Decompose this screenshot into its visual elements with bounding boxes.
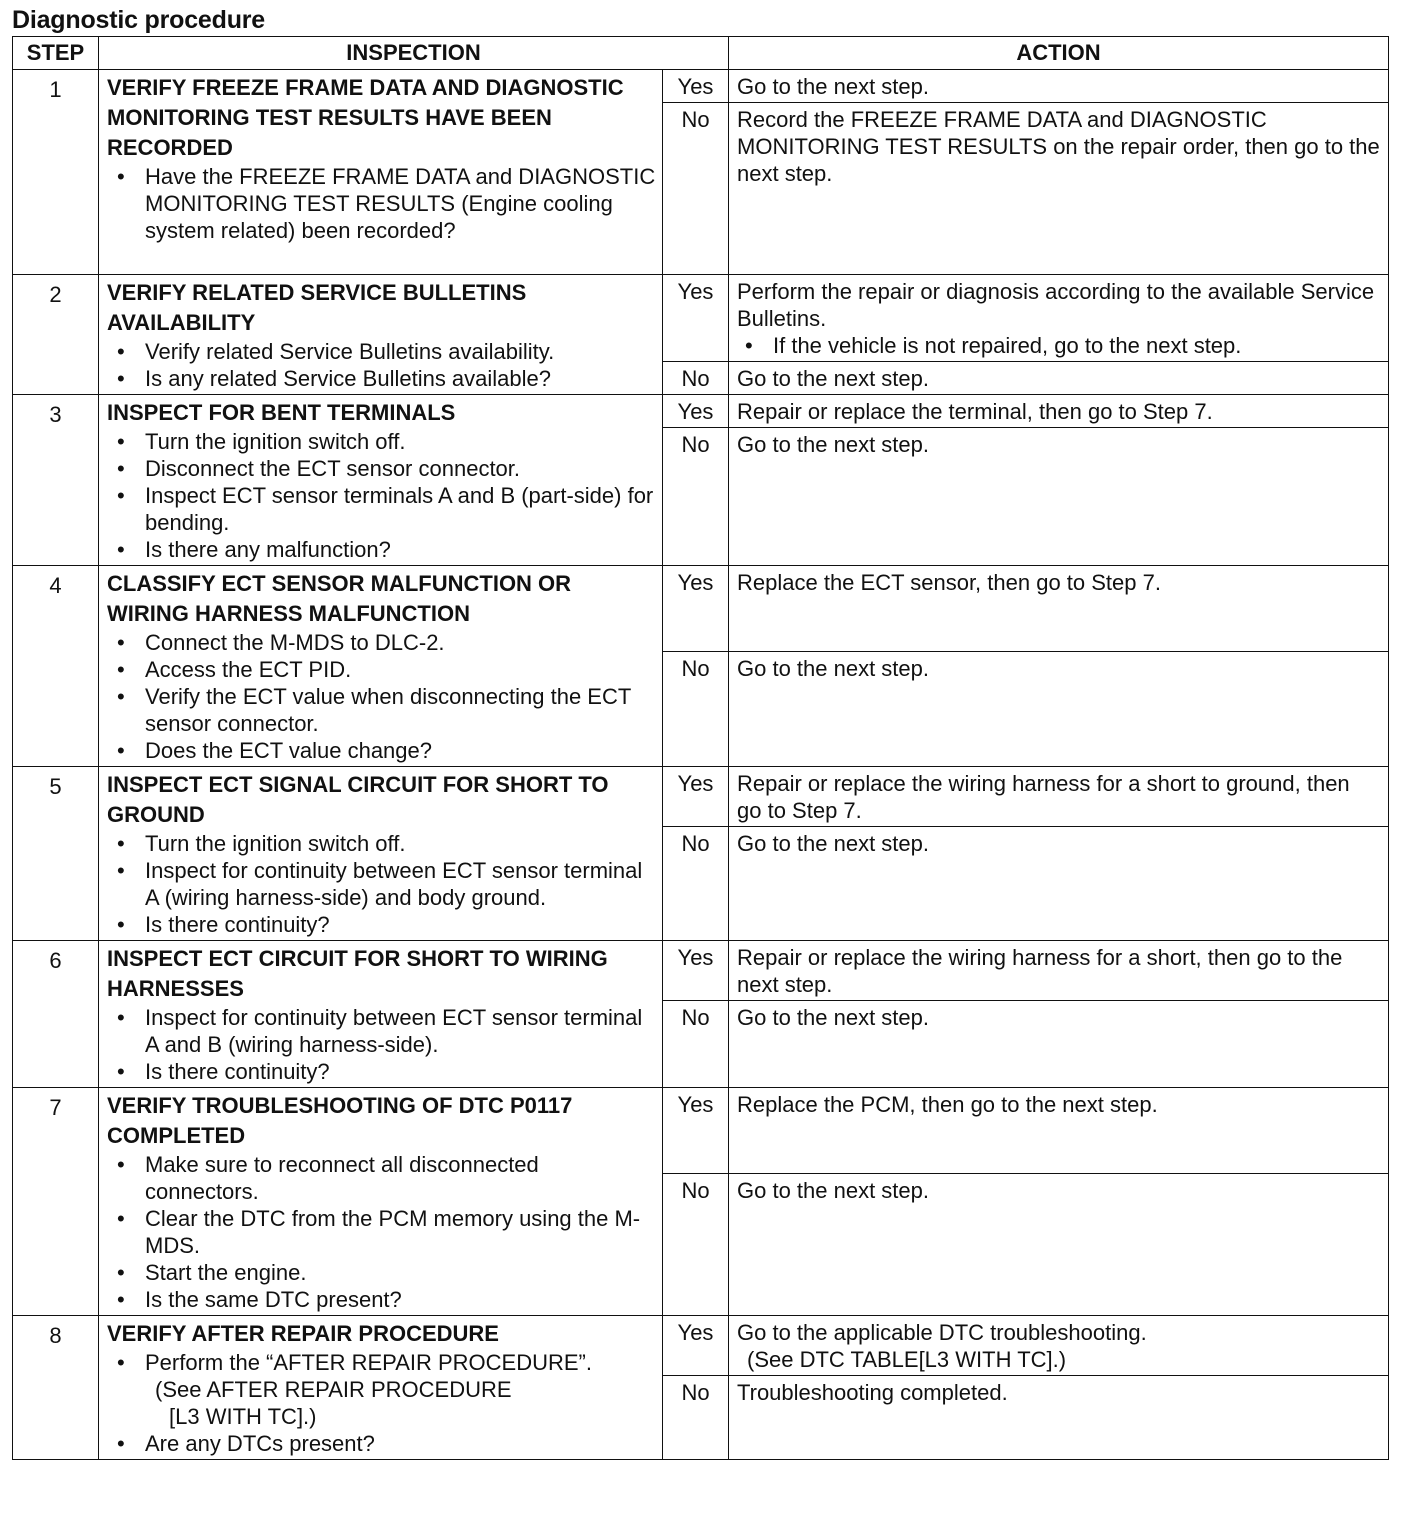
yes-action: Go to the next step. [729,70,1389,103]
no-label: No [663,362,729,395]
step-5-yes-row [13,767,1389,827]
step-heading: INSPECT ECT CIRCUIT FOR SHORT TO WIRING HARNESSES [107,946,608,1001]
inspection-bullet: • Perform the “AFTER REPAIR PROCEDURE”. [107,1349,656,1376]
header-step: STEP [13,37,99,70]
inspection-bullet: • Access the ECT PID. [107,656,656,683]
inspection-bullet: • Verify the ECT value when disconnecting the ECT sensor connector. [107,683,656,737]
no-label: No [663,1376,729,1460]
no-action: Go to the next step. [729,428,1389,566]
page-title: Diagnostic procedure [12,6,265,34]
inspection-bullet: • Disconnect the ECT sensor connector. [107,455,656,482]
step-6-yes-row [13,941,1389,1001]
inspection-bullet: • Turn the ignition switch off. [107,428,656,455]
step-2-yes-row [13,275,1389,362]
inspection-bullet: • Is there continuity? [107,1058,656,1085]
step-number: 2 [13,275,99,395]
yes-action: Repair or replace the terminal, then go to Step 7. [729,395,1389,428]
yes-action: Repair or replace the wiring harness for a short to ground, then go to Step 7. [729,767,1389,827]
yes-action: Replace the PCM, then go to the next step. [729,1088,1389,1174]
step-number: 5 [13,767,99,941]
step-7-yes-row [13,1088,1389,1174]
step-number: 1 [13,70,99,275]
step-inspection [99,395,663,566]
header-action: ACTION [729,37,1389,70]
step-1-yes-row [13,70,1389,103]
step-heading: VERIFY FREEZE FRAME DATA AND DIAGNOSTIC MONITORING TEST RESULTS HAVE BEEN RECORDED [107,75,624,160]
yes-label: Yes [663,395,729,428]
reference-line: [L3 WITH TC].) [169,1404,317,1429]
step-heading: INSPECT ECT SIGNAL CIRCUIT FOR SHORT TO GROUND [107,772,609,827]
inspection-bullet: • Inspect for continuity between ECT sensor terminal A (wiring harness-side) and body ground. [107,857,656,911]
yes-action-text: Go to the applicable DTC troubleshooting. [737,1320,1147,1345]
reference-line: (See AFTER REPAIR PROCEDURE [155,1377,512,1402]
step-heading: VERIFY RELATED SERVICE BULLETINS AVAILABILITY [107,280,527,335]
header-row [13,37,1389,70]
inspection-bullet: • Make sure to reconnect all disconnected connectors. [107,1151,656,1205]
yes-label: Yes [663,1316,729,1376]
yes-action [729,275,1389,362]
yes-action-text: Perform the repair or diagnosis according to the available Service Bulletins. [737,279,1375,331]
step-number: 3 [13,395,99,566]
step-heading: CLASSIFY ECT SENSOR MALFUNCTION OR WIRING HARNESS MALFUNCTION [107,571,572,626]
inspection-bullet: • Clear the DTC from the PCM memory using the M-MDS. [107,1205,656,1259]
step-4-yes-row [13,566,1389,652]
step-number: 7 [13,1088,99,1316]
inspection-bullet: • Verify related Service Bulletins availability. [107,338,656,365]
no-action: Go to the next step. [729,1001,1389,1088]
step-inspection [99,767,663,941]
no-label: No [663,652,729,767]
inspection-bullet: • Are any DTCs present? [107,1430,656,1457]
no-label: No [663,1001,729,1088]
yes-label: Yes [663,1088,729,1174]
no-action: Go to the next step. [729,362,1389,395]
diagnostic-procedure-table [12,36,1389,1460]
no-action: Record the FREEZE FRAME DATA and DIAGNOSTIC MONITORING TEST RESULTS on the repair order, then go to the next step. [729,103,1389,275]
step-number: 4 [13,566,99,767]
yes-label: Yes [663,941,729,1001]
yes-label: Yes [663,70,729,103]
inspection-bullet: • Is any related Service Bulletins available? [107,365,656,392]
inspection-bullet: • Does the ECT value change? [107,737,656,764]
yes-label: Yes [663,566,729,652]
inspection-bullet: • Turn the ignition switch off. [107,830,656,857]
no-label: No [663,1174,729,1316]
yes-action: Repair or replace the wiring harness for a short, then go to the next step. [729,941,1389,1001]
inspection-bullet: • Inspect ECT sensor terminals A and B (part-side) for bending. [107,482,656,536]
step-3-yes-row [13,395,1389,428]
yes-label: Yes [663,275,729,362]
step-inspection [99,275,663,395]
no-action: Troubleshooting completed. [729,1376,1389,1460]
no-action: Go to the next step. [729,1174,1389,1316]
step-heading: VERIFY AFTER REPAIR PROCEDURE [107,1321,499,1346]
step-inspection [99,1316,663,1460]
step-heading: INSPECT FOR BENT TERMINALS [107,400,456,425]
inspection-bullet: • Is the same DTC present? [107,1286,656,1313]
no-label: No [663,103,729,275]
header-inspection: INSPECTION [99,37,729,70]
inspection-bullet: • Inspect for continuity between ECT sensor terminal A and B (wiring harness-side). [107,1004,656,1058]
action-bullet: • If the vehicle is not repaired, go to the next step. [735,332,1380,359]
step-8-yes-row [13,1316,1389,1376]
step-inspection [99,941,663,1088]
yes-action: Replace the ECT sensor, then go to Step 7. [729,566,1389,652]
yes-action [729,1316,1389,1376]
step-heading: VERIFY TROUBLESHOOTING OF DTC P0117 COMPLETED [107,1093,573,1148]
inspection-bullet: • Start the engine. [107,1259,656,1286]
step-number: 6 [13,941,99,1088]
no-action: Go to the next step. [729,652,1389,767]
inspection-bullet: • Connect the M-MDS to DLC-2. [107,629,656,656]
no-action: Go to the next step. [729,827,1389,941]
inspection-bullet: • Have the FREEZE FRAME DATA and DIAGNOSTIC MONITORING TEST RESULTS (Engine cooling system related) been recorded? [107,163,656,244]
step-number: 8 [13,1316,99,1460]
inspection-bullet: • Is there any malfunction? [107,536,656,563]
dtc-table-reference: (See DTC TABLE[L3 WITH TC].) [747,1347,1067,1372]
yes-label: Yes [663,767,729,827]
step-inspection [99,70,663,275]
step-inspection [99,566,663,767]
step-inspection [99,1088,663,1316]
inspection-bullet: • Is there continuity? [107,911,656,938]
no-label: No [663,428,729,566]
no-label: No [663,827,729,941]
